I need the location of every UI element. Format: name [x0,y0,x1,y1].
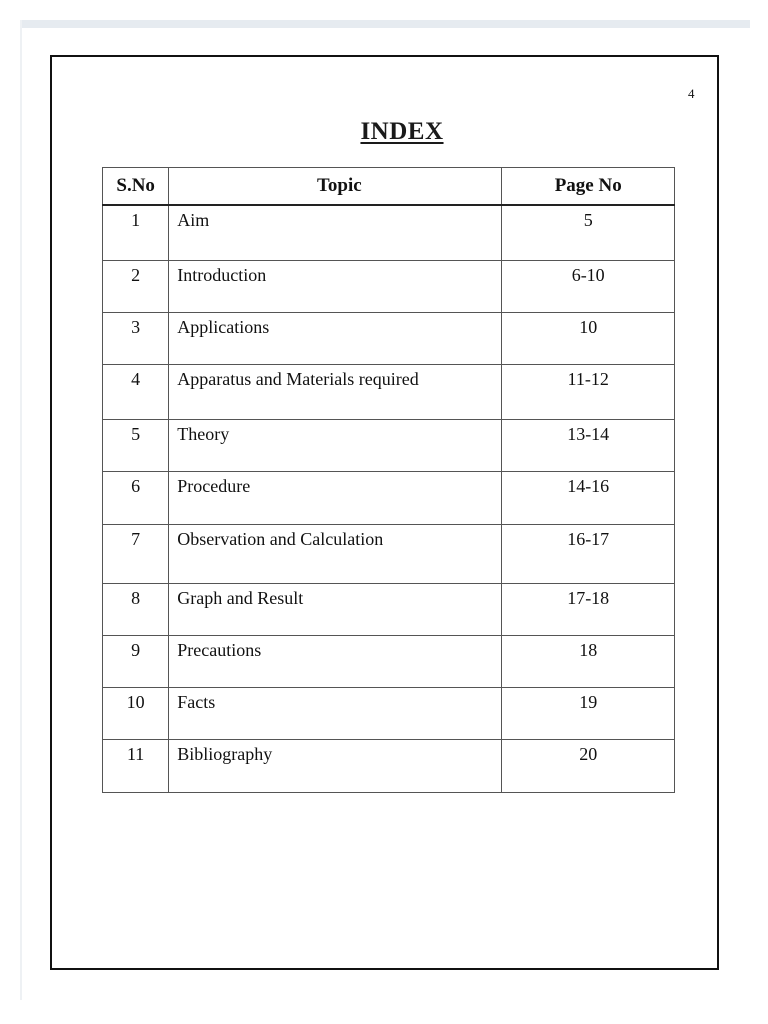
header-topic: Topic [169,168,502,206]
viewer-top-strip [20,20,750,28]
row-page: 17-18 [502,583,675,635]
row-topic: Introduction [169,260,502,312]
header-page-no: Page No [502,168,675,206]
index-table [102,167,675,793]
row-topic: Theory [169,419,502,471]
row-topic: Applications [169,312,502,364]
row-sno: 5 [103,419,169,471]
page-number: 4 [688,86,695,101]
row-page: 14-16 [502,471,675,524]
table-row [103,687,675,739]
row-topic: Observation and Calculation [169,524,502,583]
row-topic: Aim [169,205,502,260]
table-header-row [103,168,675,206]
row-sno: 1 [103,205,169,260]
row-topic: Precautions [169,635,502,687]
row-topic: Facts [169,687,502,739]
row-page: 5 [502,205,675,260]
page-title: INDEX [360,118,444,145]
row-topic: Procedure [169,471,502,524]
table-row [103,471,675,524]
row-sno: 6 [103,471,169,524]
row-sno: 4 [103,364,169,419]
row-sno: 11 [103,739,169,792]
row-sno: 8 [103,583,169,635]
table-row [103,524,675,583]
row-topic: Apparatus and Materials required [169,364,502,419]
row-topic: Graph and Result [169,583,502,635]
row-topic: Bibliography [169,739,502,792]
row-sno: 3 [103,312,169,364]
row-sno: 9 [103,635,169,687]
table-row [103,205,675,260]
table-row [103,739,675,792]
row-page: 13-14 [502,419,675,471]
table-row [103,364,675,419]
header-sno: S.No [103,168,169,206]
row-sno: 10 [103,687,169,739]
row-page: 10 [502,312,675,364]
row-page: 11-12 [502,364,675,419]
table-row [103,583,675,635]
row-sno: 7 [103,524,169,583]
table-row [103,419,675,471]
row-sno: 2 [103,260,169,312]
table-row [103,635,675,687]
row-page: 18 [502,635,675,687]
viewer-left-strip [20,20,22,1000]
row-page: 16-17 [502,524,675,583]
row-page: 6-10 [502,260,675,312]
row-page: 20 [502,739,675,792]
table-row [103,312,675,364]
table-row [103,260,675,312]
row-page: 19 [502,687,675,739]
